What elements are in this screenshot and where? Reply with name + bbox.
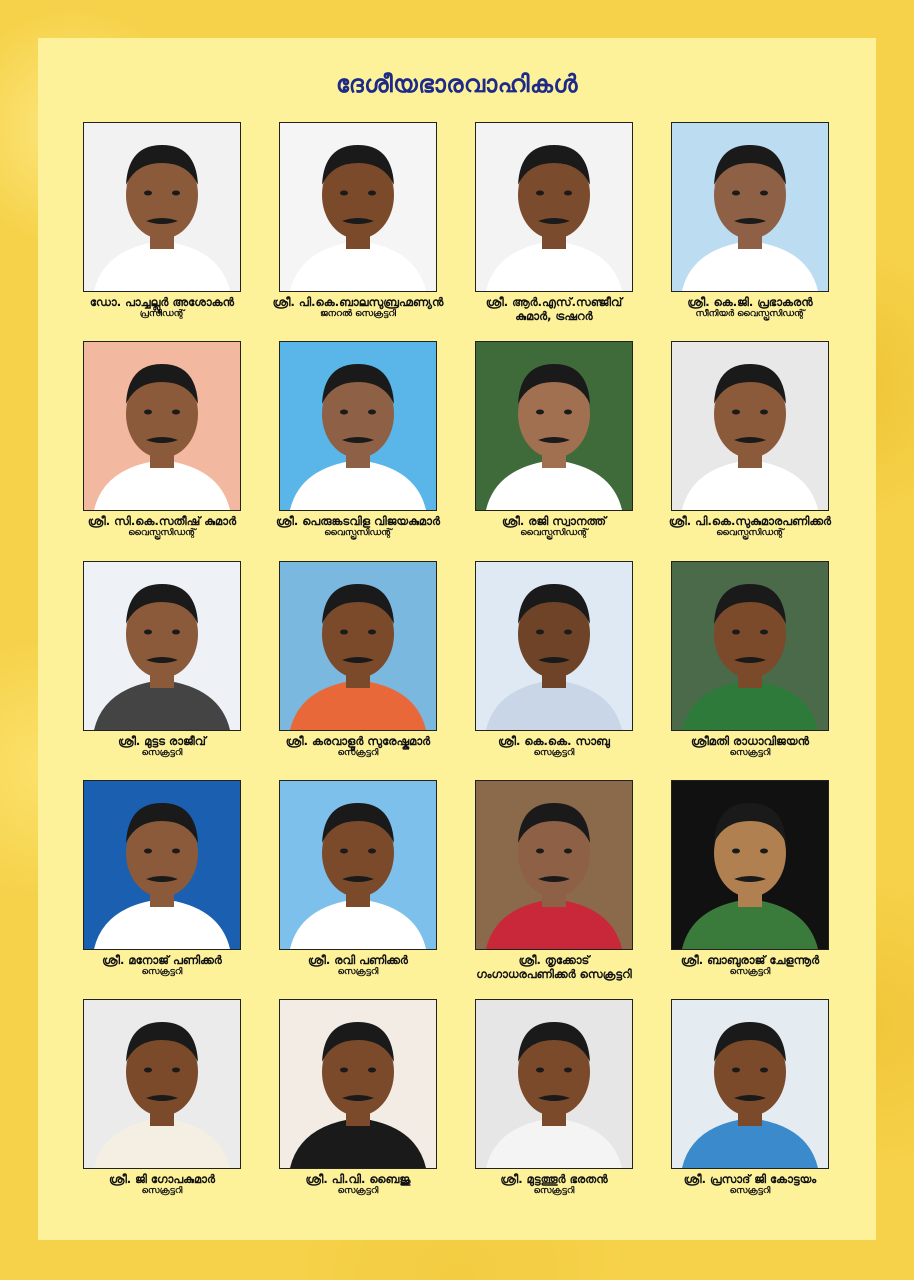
member-name: ശ്രീ. പ്രസാദ് ജി കോട്ടയം — [683, 1172, 817, 1186]
member-name: ശ്രീ. രജി സ്വാനത്ത് — [502, 514, 606, 528]
member-name: ശ്രീ. പി.കെ.സുകുമാരപണിക്കർ — [668, 514, 832, 528]
member-photo — [83, 122, 241, 292]
member-role: സെക്രട്ടറി — [337, 967, 379, 977]
member-role: സെക്രട്ടറി — [729, 967, 771, 977]
member-role: സെക്രട്ടറി — [533, 748, 575, 758]
member-photo — [475, 780, 633, 950]
member-card — [456, 561, 652, 759]
member-card — [260, 341, 456, 539]
member-name: ശ്രീ. മുട്ടട രാജീവ് — [118, 734, 206, 748]
member-photo — [279, 341, 437, 511]
member-name: ശ്രീ. സി.കെ.സതീഷ് കുമാർ — [87, 514, 237, 528]
member-name: ഡോ. പാച്ചല്ലൂർ അശോകൻ — [89, 295, 235, 309]
member-card — [652, 122, 848, 320]
member-photo — [83, 561, 241, 731]
member-name-line2: ഗംഗാധരപണിക്കർ സെക്രട്ടറി — [476, 967, 632, 981]
member-role: വൈസ്പ്രസിഡന്റ് — [716, 528, 784, 538]
member-card — [64, 341, 260, 539]
member-card — [652, 999, 848, 1197]
member-role: ജനറൽ സെക്രട്ടറി — [320, 309, 396, 319]
member-role: വൈസ്പ്രസിഡന്റ് — [520, 528, 588, 538]
member-name: ശ്രീ. പി.വി. ബൈജു — [305, 1172, 411, 1186]
member-card — [260, 999, 456, 1197]
member-photo — [279, 561, 437, 731]
member-photo — [279, 999, 437, 1169]
member-role: സെക്രട്ടറി — [729, 748, 771, 758]
member-card — [652, 561, 848, 759]
member-card — [652, 780, 848, 978]
member-role: സെക്രട്ടറി — [729, 1186, 771, 1196]
member-card — [64, 780, 260, 978]
member-card — [456, 780, 652, 981]
member-photo — [475, 122, 633, 292]
member-card — [260, 122, 456, 320]
member-card — [260, 780, 456, 978]
member-photo — [671, 122, 829, 292]
member-photo — [671, 341, 829, 511]
member-name: ശ്രീ. മനോജ് പണിക്കർ — [102, 953, 222, 967]
member-card — [64, 999, 260, 1197]
member-photo — [83, 999, 241, 1169]
member-role: വൈസ്പ്രസിഡന്റ് — [128, 528, 196, 538]
member-name: ശ്രീ. ആർ.എസ്.സഞ്ജീവ് — [485, 295, 623, 309]
member-name-line2: കുമാർ, ട്രഷറർ — [515, 309, 593, 323]
member-name: ശ്രീ. പെരുങ്കടവിള വിജയകുമാർ — [275, 514, 441, 528]
member-photo — [671, 780, 829, 950]
member-role: സെക്രട്ടറി — [337, 748, 379, 758]
member-role: പ്രസിഡന്റ് — [139, 309, 185, 319]
member-role: സെക്രട്ടറി — [141, 967, 183, 977]
member-name: ശ്രീമതി രാധാവിജയൻ — [690, 734, 810, 748]
member-name: ശ്രീ. പി.കെ.ബാലസുബ്രഹ്മണ്യൻ — [272, 295, 444, 309]
member-name: ശ്രീ. കരവാളൂർ സുരേഷ്കുമാർ — [285, 734, 431, 748]
member-card — [64, 122, 260, 320]
member-role: വൈസ്പ്രസിഡന്റ് — [324, 528, 392, 538]
member-role: സെക്രട്ടറി — [533, 1186, 575, 1196]
member-photo — [475, 999, 633, 1169]
member-photo — [279, 122, 437, 292]
member-name: ശ്രീ. ബാബുരാജ് ചേളന്നൂർ — [680, 953, 820, 967]
member-name: ശ്രീ. തൃക്കോട് — [518, 953, 590, 967]
member-name: ശ്രീ. കെ.കെ. സാബു — [498, 734, 610, 748]
member-name: ശ്രീ. കെ.ജി. പ്രഭാകരൻ — [687, 295, 813, 309]
member-card — [260, 561, 456, 759]
member-photo — [475, 561, 633, 731]
member-photo — [475, 341, 633, 511]
member-card — [456, 999, 652, 1197]
member-photo — [279, 780, 437, 950]
member-photo — [671, 999, 829, 1169]
member-card — [64, 561, 260, 759]
page-title: ദേശീയഭാരവാഹികൾ — [336, 70, 578, 98]
member-name: ശ്രീ. ജി ഗോപകുമാർ — [108, 1172, 216, 1186]
member-photo — [83, 341, 241, 511]
member-role: സെക്രട്ടറി — [141, 1186, 183, 1196]
member-photo — [83, 780, 241, 950]
member-card — [652, 341, 848, 539]
member-name: ശ്രീ. മുട്ടത്തൂർ ഭരതൻ — [500, 1172, 608, 1186]
member-name: ശ്രീ. രവി പണിക്കർ — [308, 953, 408, 967]
member-role: സെക്രട്ടറി — [141, 748, 183, 758]
member-role: സീനിയർ വൈസ്പ്രസിഡന്റ് — [695, 309, 805, 319]
member-role: സെക്രട്ടറി — [337, 1186, 379, 1196]
member-card — [456, 122, 652, 323]
member-card — [456, 341, 652, 539]
member-photo — [671, 561, 829, 731]
